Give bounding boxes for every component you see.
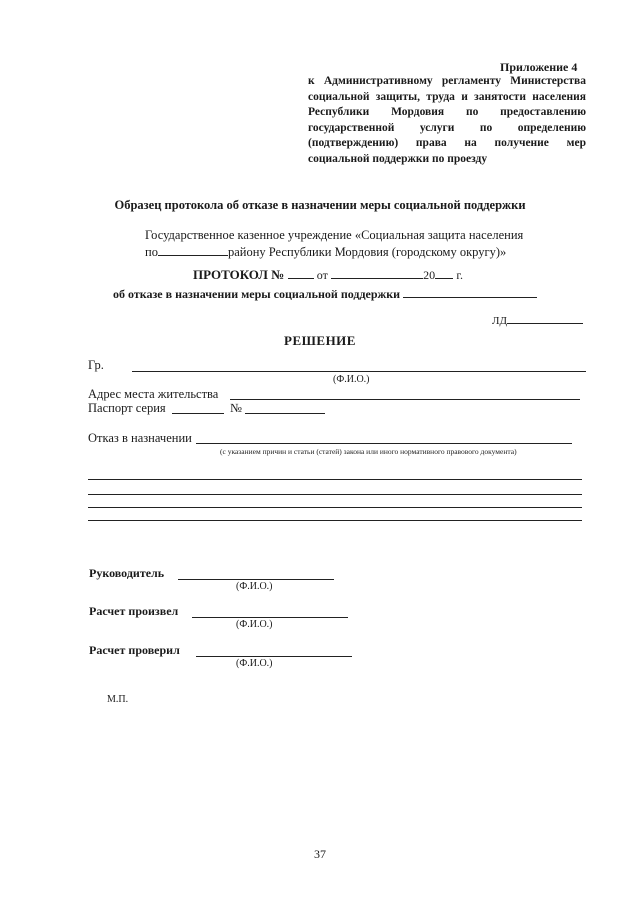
passport-label: Паспорт серия <box>88 401 166 415</box>
measure-blank <box>403 285 537 298</box>
ld-blank <box>507 311 583 324</box>
passport-series-line <box>172 413 224 414</box>
ld-line <box>492 311 583 327</box>
reason-line-1 <box>88 479 582 480</box>
calc-made-fio-caption: (Ф.И.О.) <box>236 619 273 630</box>
protocol-number-blank <box>288 266 314 279</box>
head-fio-caption: (Ф.И.О.) <box>236 581 273 592</box>
protocol-subtitle <box>113 285 537 302</box>
appendix-title: Приложение 4 <box>500 60 578 74</box>
protocol-subtitle-text: об отказе в назначении меры социальной поддержки <box>113 287 401 301</box>
citizen-label: Гр. <box>88 358 104 372</box>
institution-prefix: по <box>145 245 158 259</box>
protocol-line <box>193 266 463 283</box>
reason-line-3 <box>88 507 582 508</box>
address-label: Адрес места жительства <box>88 387 219 401</box>
address-line <box>230 399 580 400</box>
reason-line-2 <box>88 494 582 495</box>
calc-checked-signature-line <box>196 656 352 657</box>
institution-line-2 <box>145 243 506 260</box>
district-blank <box>158 243 228 256</box>
stamp-label: М.П. <box>107 694 129 705</box>
calc-made-label: Расчет произвел <box>89 604 179 618</box>
protocol-from: от <box>316 268 328 282</box>
refusal-label: Отказ в назначении <box>88 431 192 445</box>
citizen-fio-caption: (Ф.И.О.) <box>333 374 370 385</box>
decision-title: РЕШЕНИЕ <box>284 333 356 348</box>
refusal-line <box>196 443 572 444</box>
protocol-date-blank <box>331 266 423 279</box>
head-signature-line <box>178 579 334 580</box>
protocol-year-blank <box>435 266 453 279</box>
protocol-year-prefix: 20 <box>423 268 436 282</box>
citizen-line <box>132 371 586 372</box>
page-number: 37 <box>314 847 326 861</box>
appendix-text: к Административному регламенту Министерства социальной защиты, труда и занятости населения Республики Мордовия по предоставлению государственной услуги по определению (подтверждению) права на получение мер социальной поддержки по проезду <box>308 75 586 165</box>
ld-label: ЛД <box>492 315 507 327</box>
refusal-caption: (с указанием причин и статьи (статей) закона или иного нормативного правового документа) <box>220 447 517 456</box>
protocol-year-suffix: г. <box>456 268 463 282</box>
institution-suffix: району Республики Мордовия (городскому округу)» <box>227 245 507 259</box>
calc-made-signature-line <box>192 617 348 618</box>
calc-checked-label: Расчет проверил <box>89 643 180 657</box>
head-label: Руководитель <box>89 566 165 580</box>
calc-checked-fio-caption: (Ф.И.О.) <box>236 658 273 669</box>
protocol-label: ПРОТОКОЛ № <box>193 267 285 282</box>
passport-number-label: № <box>230 401 242 415</box>
reason-line-4 <box>88 520 582 521</box>
form-title: Образец протокола об отказе в назначении меры социальной поддержки <box>114 198 526 212</box>
passport-number-line <box>245 413 325 414</box>
institution-line-1: Государственное казенное учреждение «Социальная защита населения <box>145 228 524 242</box>
